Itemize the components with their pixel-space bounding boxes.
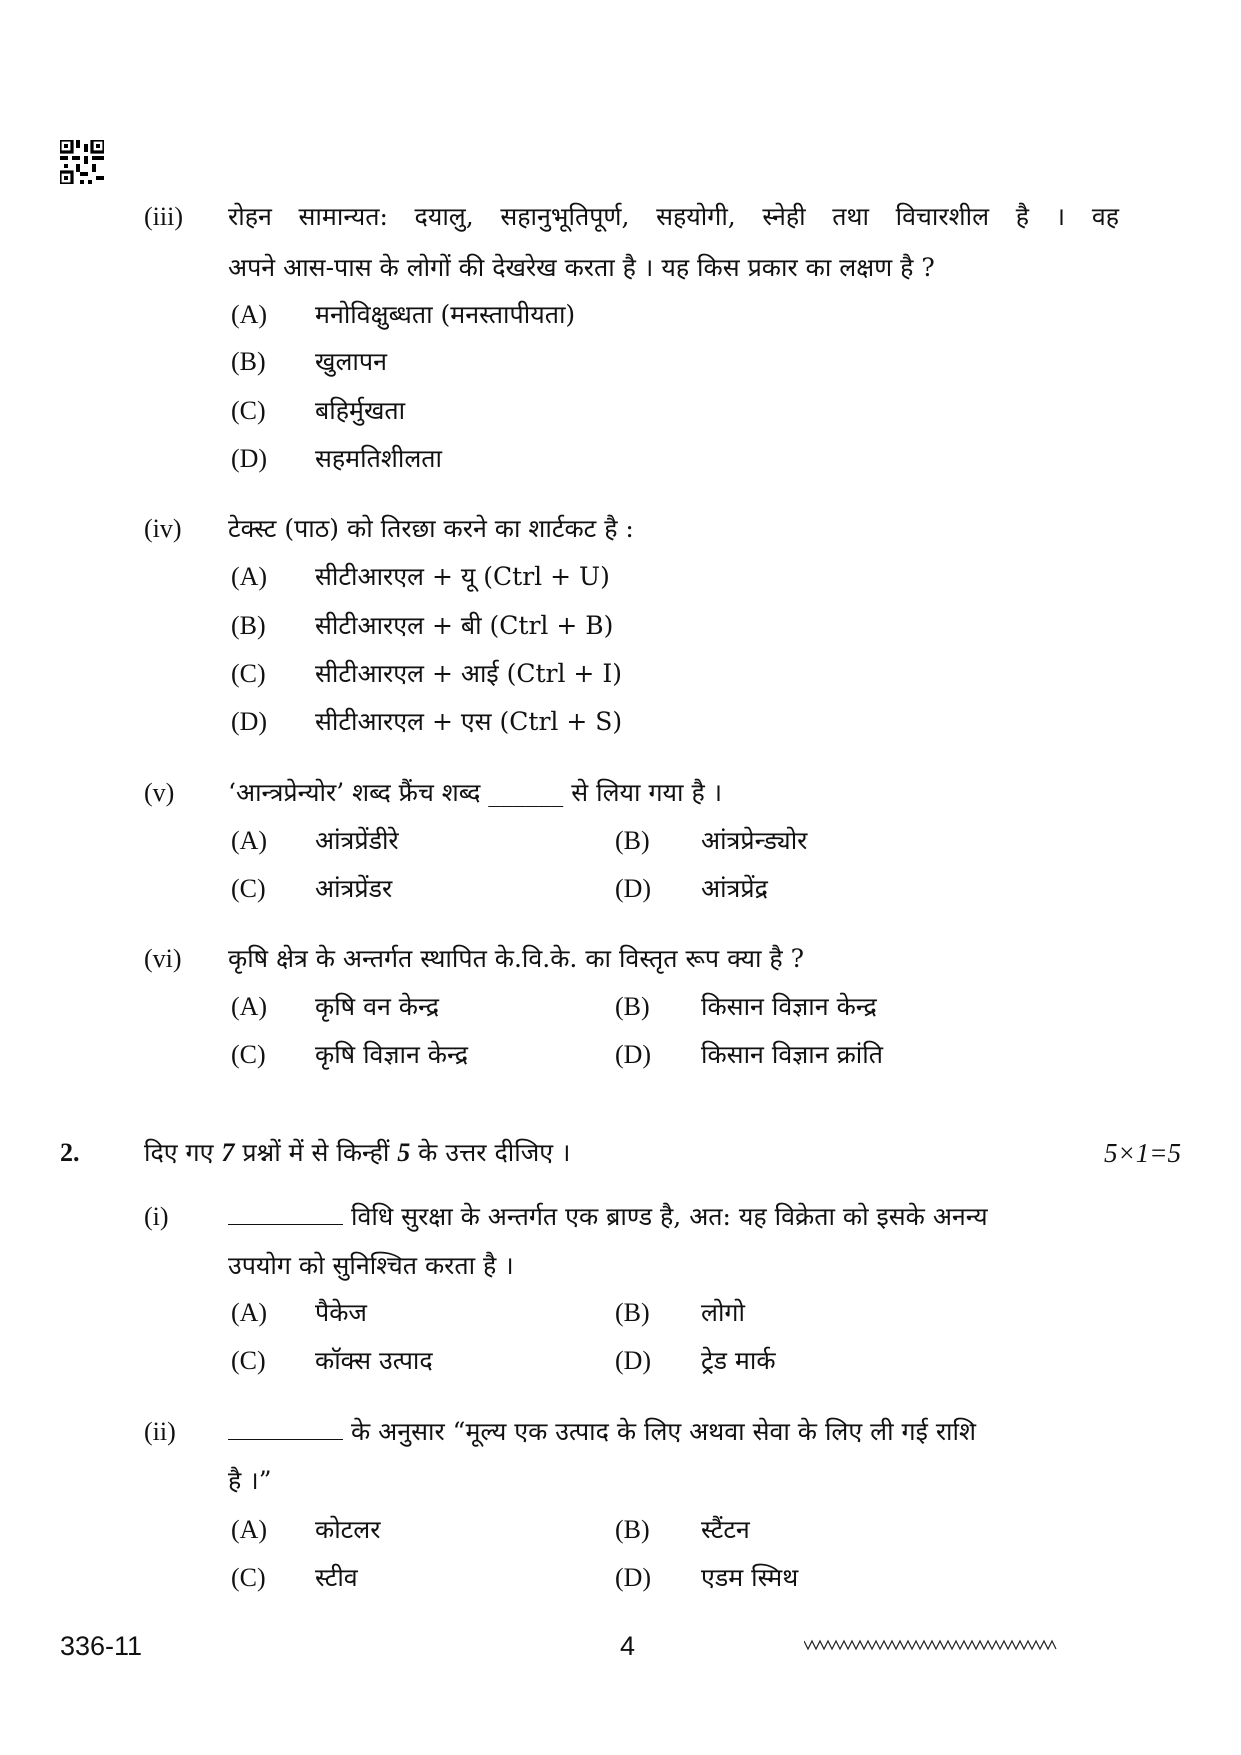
page-number: 4 [620, 1631, 636, 1661]
marks: 5×1=5 [1104, 1138, 1181, 1168]
fill-blank [228, 1202, 343, 1225]
option-text: सीटीआरएल + बी (Ctrl + B) [315, 611, 614, 640]
option-label: (C) [231, 396, 266, 425]
question-text [228, 1200, 988, 1234]
option-label: (A) [231, 1298, 268, 1327]
option-text: आंत्रप्रेंडर [315, 874, 393, 903]
option-text: ट्रेड मार्क [701, 1346, 776, 1375]
wavy-line-decoration [804, 1638, 1058, 1652]
question-text: कृषि क्षेत्र के अन्तर्गत स्थापित के.वि.के. का विस्तृत रूप क्या है ? [228, 944, 804, 973]
option-text: आंत्रप्रेंडीरे [315, 826, 399, 855]
option-text: बहिर्मुखता [315, 396, 406, 425]
option-label: (C) [231, 659, 266, 688]
option-text: लोगो [701, 1298, 745, 1327]
question-text: अपने आस-पास के लोगों की देखरेख करता है । यह किस प्रकार का लक्षण है ? [228, 253, 935, 282]
option-label: (D) [615, 1563, 652, 1592]
option-label: (B) [231, 347, 266, 376]
option-text: स्टैंटन [701, 1515, 750, 1544]
question-text [228, 1415, 976, 1449]
option-text: किसान विज्ञान क्रांति [701, 1040, 883, 1069]
question-instruction [144, 1136, 571, 1170]
option-text: एडम स्मिथ [701, 1563, 799, 1592]
question-number: 2. [60, 1138, 80, 1167]
question-number: (i) [144, 1202, 169, 1231]
qr-code-icon [60, 140, 104, 184]
instruction-number: 5 [397, 1138, 411, 1167]
option-label: (C) [231, 1040, 266, 1069]
fill-blank [228, 1417, 343, 1440]
paper-code: 336-11 [60, 1631, 143, 1661]
option-text: सहमतिशीलता [315, 444, 443, 473]
option-label: (A) [231, 300, 268, 329]
option-label: (C) [231, 1346, 266, 1375]
option-label: (B) [231, 611, 266, 640]
option-label: (B) [615, 826, 650, 855]
instruction-number: 7 [221, 1138, 235, 1167]
question-text: टेक्स्ट (पाठ) को तिरछा करने का शार्टकट है : [228, 514, 634, 543]
option-text: किसान विज्ञान केन्द्र [701, 992, 877, 1021]
instruction-text: दिए गए [144, 1138, 222, 1167]
option-label: (B) [615, 992, 650, 1021]
option-text: आंत्रप्रेन्ड्योर [701, 826, 808, 855]
option-label: (A) [231, 562, 268, 591]
option-text: कृषि वन केन्द्र [315, 992, 439, 1021]
instruction-text: प्रश्नों में से किन्हीं [234, 1138, 398, 1167]
option-label: (B) [615, 1515, 650, 1544]
question-text: रोहन सामान्यत: दयालु, सहानुभूतिपूर्ण, सहयोगी, स्नेही तथा विचारशील है । वह [228, 202, 1119, 231]
option-label: (D) [231, 444, 268, 473]
option-text: सीटीआरएल + एस (Ctrl + S) [315, 707, 623, 736]
question-number: (vi) [144, 944, 182, 973]
option-label: (B) [615, 1298, 650, 1327]
question-number: (iv) [144, 514, 182, 543]
option-label: (A) [231, 1515, 268, 1544]
option-text: कॉक्स उत्पाद [315, 1346, 433, 1375]
option-text: पैकेज [315, 1298, 367, 1327]
option-label: (D) [615, 874, 652, 903]
option-label: (A) [231, 826, 268, 855]
option-label: (D) [231, 707, 268, 736]
instruction-text: के उत्तर दीजिए । [410, 1138, 571, 1167]
question-number: (ii) [144, 1417, 176, 1446]
option-text: खुलापन [315, 347, 387, 376]
option-text: कोटलर [315, 1515, 381, 1544]
option-label: (C) [231, 1563, 266, 1592]
question-line: के अनुसार “मूल्य एक उत्पाद के लिए अथवा सेवा के लिए ली गई राशि [351, 1417, 976, 1446]
question-line: विधि सुरक्षा के अन्तर्गत एक ब्राण्ड है, अत: यह विक्रेता को इसके अनन्य [351, 1202, 988, 1231]
option-label: (D) [615, 1346, 652, 1375]
option-text: स्टीव [315, 1563, 358, 1592]
option-text: सीटीआरएल + आई (Ctrl + I) [315, 659, 622, 688]
option-text: मनोविक्षुब्धता (मनस्तापीयता) [315, 300, 576, 329]
option-text: कृषि विज्ञान केन्द्र [315, 1040, 468, 1069]
question-text: है ।” [228, 1466, 272, 1495]
option-label: (A) [231, 992, 268, 1021]
option-text: आंत्रप्रेंद्र [701, 874, 768, 903]
option-label: (D) [615, 1040, 652, 1069]
question-text: ‘आन्त्रप्रेन्योर’ शब्द फ्रैंच शब्द ______ से लिया गया है । [228, 778, 723, 807]
question-text: उपयोग को सुनिश्चित करता है । [228, 1251, 514, 1280]
option-text: सीटीआरएल + यू (Ctrl + U) [315, 562, 610, 591]
question-number: (iii) [144, 202, 183, 231]
option-label: (C) [231, 874, 266, 903]
question-number: (v) [144, 778, 175, 807]
